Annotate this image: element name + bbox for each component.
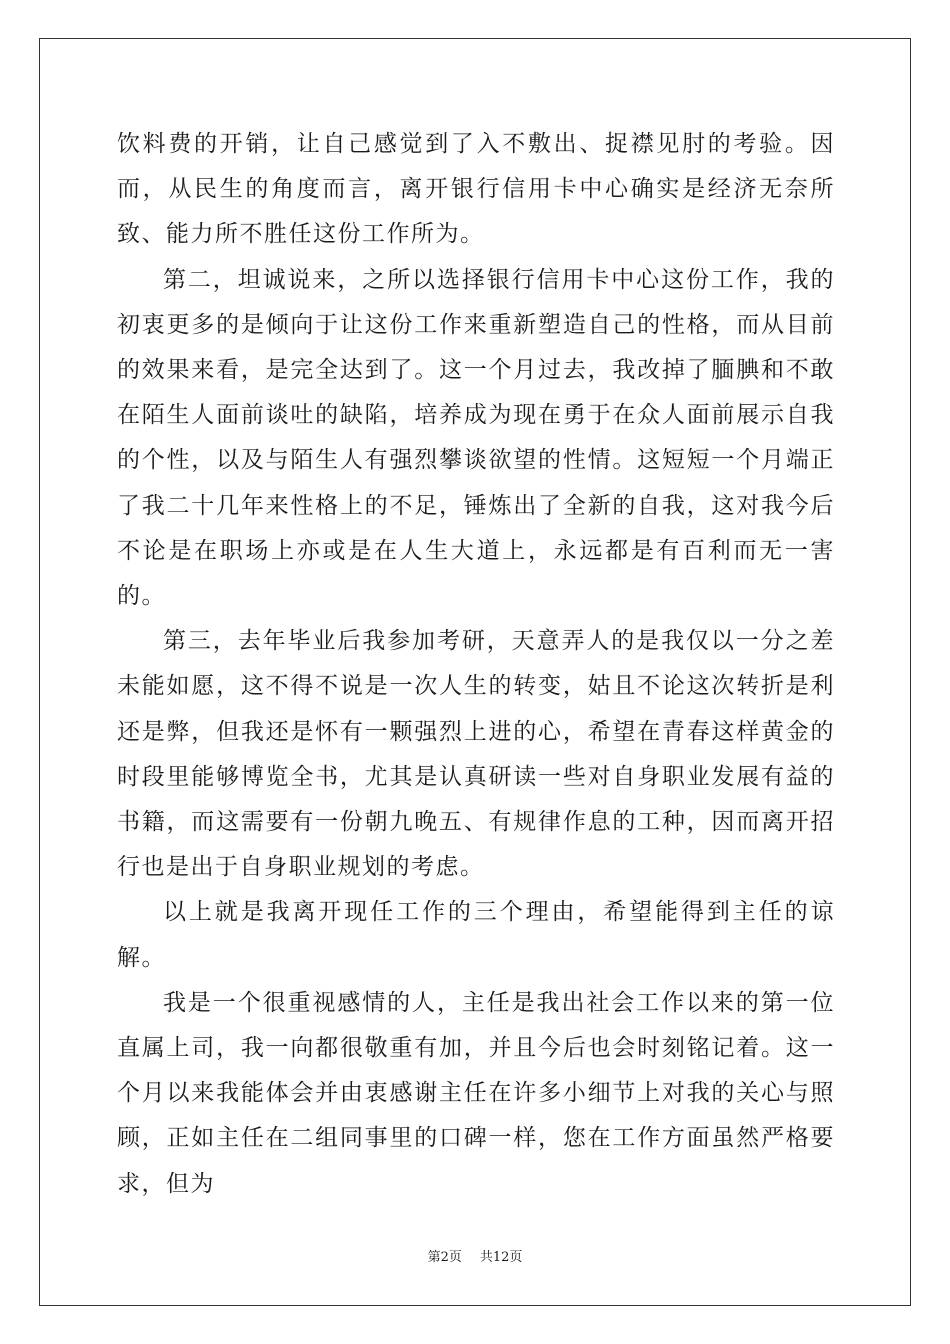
document-body: [117, 122, 835, 1207]
paragraph-1: 饮料费的开销，让自己感觉到了入不敷出、捉襟见肘的考验。因而，从民生的角度而言，离开银行信用卡中心确实是经济无奈所致、能力所不胜任这份工作所为。: [117, 131, 835, 248]
page-number-current: 第2页: [427, 1250, 462, 1265]
page-number-total: 共12页: [479, 1250, 523, 1265]
paragraph-5: 我是一个很重视感情的人，主任是我出社会工作以来的第一位直属上司，我一向都很敬重有加，并且今后也会时刻铭记着。这一个月以来我能体会并由衷感谢主任在许多小细节上对我的关心与照顾，正如主任在二组同事里的口碑一样，您在工作方面虽然严格要求，但为: [117, 989, 835, 1197]
paragraph-2: 第二，坦诚说来，之所以选择银行信用卡中心这份工作，我的初衷更多的是倾向于让这份工作来重新塑造自己的性格，而从目前的效果来看，是完全达到了。这一个月过去，我改掉了腼腆和不敢在陌生人面前谈吐的缺陷，培养成为现在勇于在众人面前展示自我的个性，以及与陌生人有强烈攀谈欲望的性情。这短短一个月端正了我二十几年来性格上的不足，锤炼出了全新的自我，这对我今后不论是在职场上亦或是在人生大道上，永远都是有百利而无一害的。: [117, 266, 835, 610]
page-footer: [0, 1246, 950, 1265]
paragraph-4: 以上就是我离开现任工作的三个理由，希望能得到主任的谅解。: [117, 899, 835, 971]
paragraph-3: 第三，去年毕业后我参加考研，天意弄人的是我仅以一分之差未能如愿，这不得不说是一次人生的转变，姑且不论这次转折是利还是弊，但我还是怀有一颗强烈上进的心，希望在青春这样黄金的时段里能够博览全书，尤其是认真研读一些对自身职业发展有益的书籍，而这需要有一份朝九晚五、有规律作息的工种，因而离开招行也是出于自身职业规划的考虑。: [117, 628, 835, 881]
